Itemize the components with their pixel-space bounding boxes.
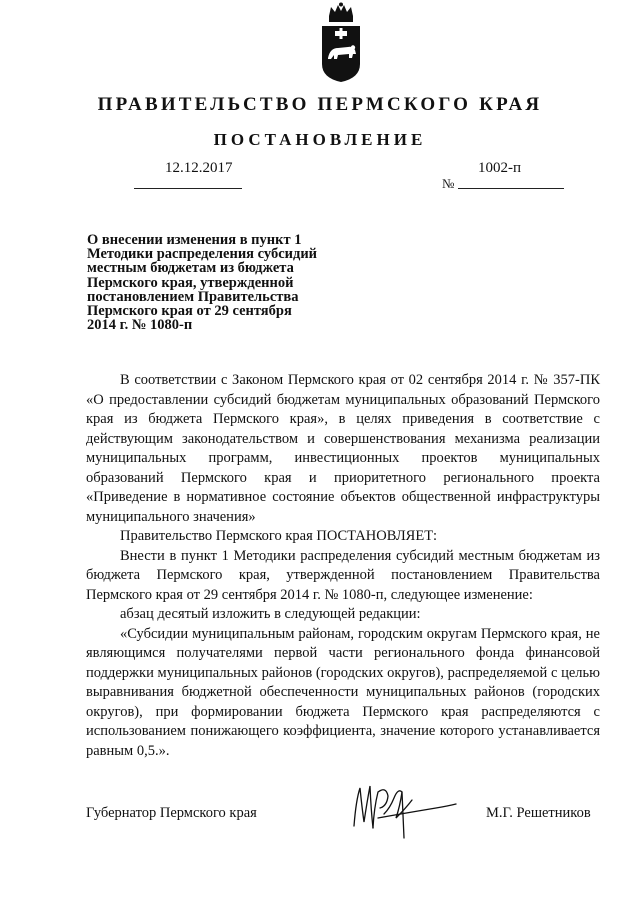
- signer-title: Губернатор Пермского края: [86, 805, 257, 821]
- handwritten-signature: [340, 778, 460, 842]
- body-paragraph: Внести в пункт 1 Методики распределения субсидий местным бюджетам из бюджета Пермского края, утвержденной постановлением Правительства Пермского края от 29 сентября 2014 г. № 1080-п, следующее изменение:: [86, 547, 600, 603]
- signer-name: М.Г. Решетников: [486, 805, 591, 821]
- number-sign: №: [442, 176, 455, 191]
- number-underline: [458, 188, 564, 189]
- body-paragraph: «Субсидии муниципальным районам, городским округам Пермского края, не являющимся получателями первой части регионального фонда финансовой поддержки муниципальных районов (городских округов), распределяемой с целью выравнивания бюджетной обеспеченности муниципальных районов (городских округов), при формировании бюджета Пермского края распределяются с использованием понижающего коэффициента, значение которого устанавливается равным 0,5.».: [86, 625, 600, 759]
- subject-line: местным бюджетам из бюджета: [87, 260, 294, 277]
- date-underline: [134, 188, 242, 189]
- subject-line: постановлением Правительства: [87, 288, 299, 305]
- subject-line: Пермского края от 29 сентября: [87, 303, 292, 320]
- document-body: [86, 371, 600, 761]
- coat-of-arms-emblem: [318, 2, 364, 84]
- subject-line: 2014 г. № 1080-п: [87, 317, 193, 334]
- document-type: ПОСТАНОВЛЕНИЕ: [213, 130, 427, 149]
- subject-line: Методики распределения субсидий: [87, 246, 318, 263]
- body-paragraph: абзац десятый изложить в следующей редакции:: [120, 606, 421, 622]
- subject-line: Пермского края, утвержденной: [87, 274, 294, 291]
- government-title: ПРАВИТЕЛЬСТВО ПЕРМСКОГО КРАЯ: [97, 94, 543, 115]
- body-paragraph: Правительство Пермского края ПОСТАНОВЛЯЕТ:: [120, 528, 438, 544]
- document-date: 12.12.2017: [165, 160, 233, 176]
- document-subject: [87, 233, 327, 332]
- document-number: 1002-п: [478, 160, 522, 176]
- body-paragraph: В соответствии с Законом Пермского края от 02 сентября 2014 г. № 357-ПК «О предоставлении субсидий бюджетам муниципальных образований Пермского края из бюджета Пермского края», в целях приведения в соответствие с действующим законодательством и совершенствования механизма реализации муниципальных программ, инвестиционных проектов муниципальных образований Пермского края и приоритетного регионального проекта «Приведение в нормативное состояние объектов общественной инфраструктуры муниципального значения»: [86, 372, 600, 525]
- subject-line: О внесении изменения в пункт 1: [87, 232, 302, 248]
